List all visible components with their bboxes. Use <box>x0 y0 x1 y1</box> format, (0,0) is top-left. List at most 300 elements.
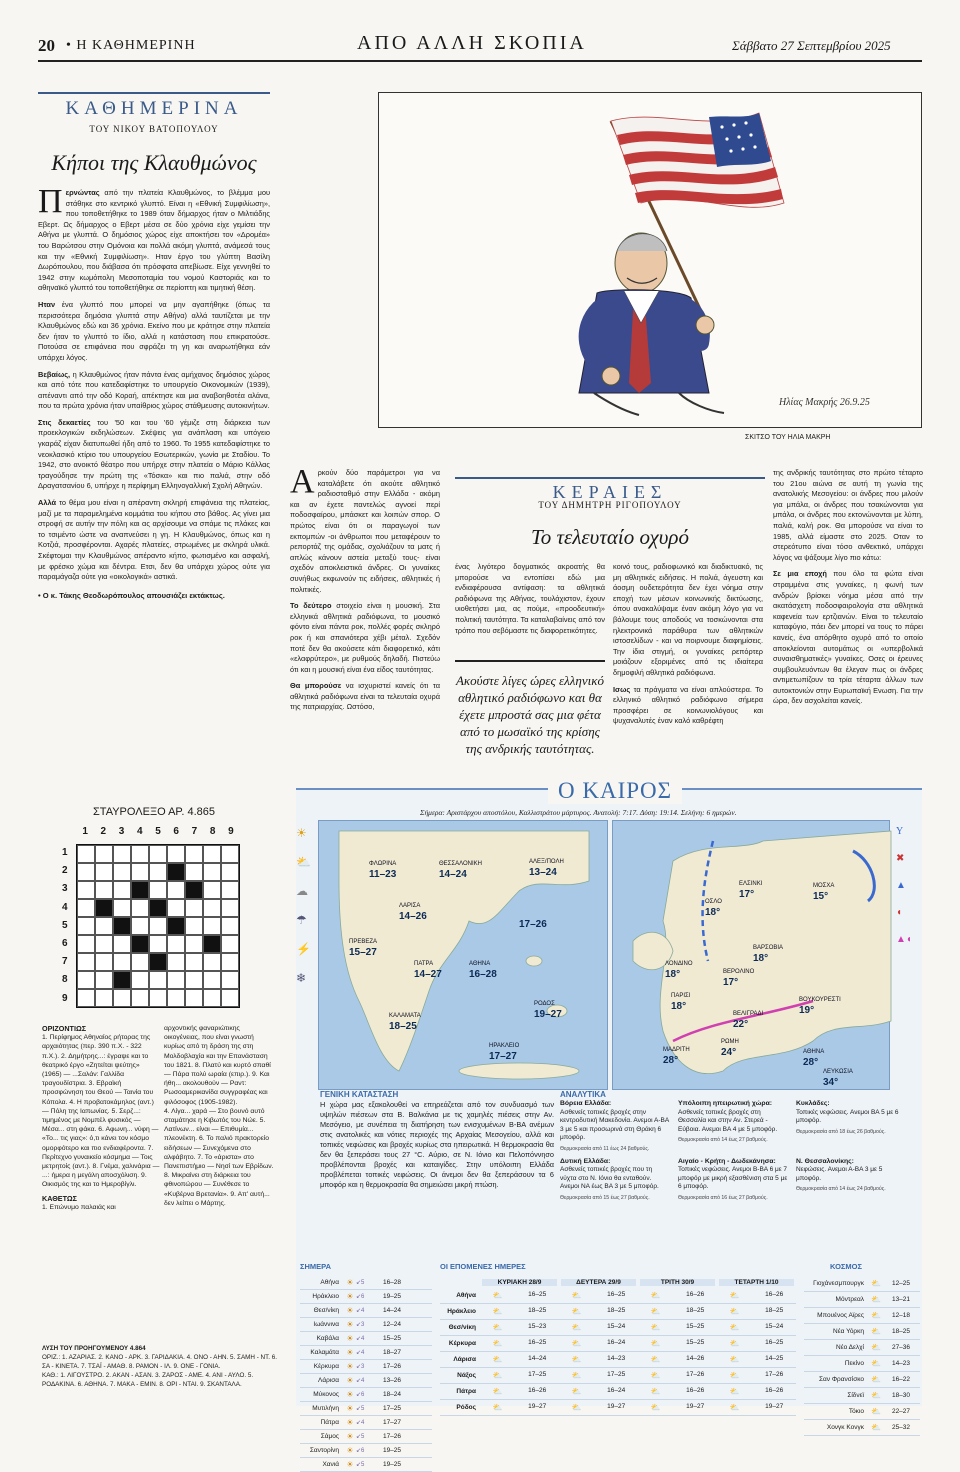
crossword-cell[interactable] <box>131 989 149 1007</box>
weather-title: Ο ΚΑΙΡΟΣ <box>548 778 682 804</box>
crossword-cell[interactable] <box>221 845 239 863</box>
crossword-cell[interactable] <box>149 917 167 935</box>
crossword-cell[interactable] <box>95 989 113 1007</box>
crossword-black-cell <box>185 881 203 899</box>
column-number: 1 <box>82 826 88 837</box>
today-row <box>300 1416 432 1430</box>
keraies-col-4 <box>773 468 923 713</box>
city-name: Νάξος <box>457 1372 476 1379</box>
world-row <box>804 1340 920 1356</box>
crossword-cell[interactable] <box>131 863 149 881</box>
map-city-name: ΑΛΕΞ/ΠΟΛΗ <box>529 859 564 865</box>
partly-cloudy-icon: ⛅ <box>492 1339 503 1348</box>
next-days-table <box>440 1276 796 1416</box>
crossword-grid[interactable] <box>76 844 240 1008</box>
crossword-black-cell <box>149 899 167 917</box>
day-forecast <box>638 1339 717 1348</box>
crossword-cell[interactable] <box>149 935 167 953</box>
sun-icon: ☀ <box>346 1446 354 1455</box>
day-forecast <box>480 1339 559 1348</box>
crossword-cell[interactable] <box>203 845 221 863</box>
keraies-col-2 <box>455 562 605 642</box>
rain-icon: ☂ <box>296 913 307 927</box>
crossword-cell[interactable] <box>185 863 203 881</box>
partly-cloudy-icon: ⛅ <box>571 1291 582 1300</box>
world-row <box>804 1388 920 1404</box>
detail-heading: ΑΝΑΛΥΤΙΚΑ <box>560 1090 606 1099</box>
crossword-cell[interactable] <box>221 863 239 881</box>
weather-legend-right <box>896 826 920 945</box>
sun-icon: ☀ <box>346 1418 354 1427</box>
partly-cloudy-icon: ⛅ <box>571 1307 582 1316</box>
general-heading: ΓΕΝΙΚΗ ΚΑΤΑΣΤΑΣΗ <box>320 1090 399 1099</box>
temp-range: 16–26 <box>686 1387 705 1394</box>
world-row <box>804 1276 920 1292</box>
partly-cloudy-icon: ⛅ <box>492 1387 503 1396</box>
wind-value: ↙5 <box>356 1406 365 1412</box>
day-header: ΔΕΥΤΕΡΑ 29/9 <box>561 1279 636 1286</box>
paragraph-text: το θέμα μου είναι η απέραντη σκληρή επιφάνεια της πλατείας, μαζί με τα παραμελημένα κομμάτια του κήπου στο βάθος. Ας γίνει μια στροφή σε αυτήν την πόλη και ας αρχίσουμε να σπάμε τις πλάκες και το τσιμέντο ώστε να αναπνεύσει η γη. Η Κλαυθμώνος, όπως και η Κοτζιά, προσφέρονται. Αχαρές πλατείες, στρωμένες με σκληρά υλικά. Σκέφτομαι την Κλαυθμώνος απέραντο κήπο, φωτισμένο και ασφαλή, με φρέσκο χώμα και δέντρα. Ετσι, δεν θα υπάρχει χώρος ούτε για παραμάγαζα ούτε για «οικολογικά» αστικά. <box>38 498 270 582</box>
dropcap: Π <box>38 183 63 220</box>
paragraph-text: ένας λιγότερο δογματικός ακροατής θα μπορούσε να εντοπίσει εδώ μια ενδιαφέρουσα αντίφαση: τα αθλητικά ραδιόφωνα της Αθήνας, τουλάχιστον, έχουν υιοθετήσει μια, ας πούμε, «προοδευτική» πολιτική ταυτότητα. Τα καταλαβαίνεις από τον τρόπο που σεβόμαστε τις διαφορετικότητες. <box>455 562 605 635</box>
crossword-cell[interactable] <box>167 953 185 971</box>
crossword-cell[interactable] <box>95 863 113 881</box>
column-kicker: ΚΑΘΗΜΕΡΙΝΑ <box>38 92 270 120</box>
wind-value: ↙4 <box>356 1350 365 1356</box>
temp-range: 15–23 <box>528 1323 547 1330</box>
column-number: 9 <box>228 826 234 837</box>
crossword-cell[interactable] <box>221 917 239 935</box>
forecast-row <box>440 1320 796 1336</box>
today-row <box>300 1290 432 1304</box>
region-text: Τοπικές νεφώσεις. Ανεμοι Β-ΒΑ 6 με 7 μποφόρ με μικρή εξασθένιση στα 5 με 6 μποφόρ. <box>678 1166 788 1191</box>
crossword-cell[interactable] <box>185 899 203 917</box>
temp-range: 19–27 <box>765 1403 784 1410</box>
map-city-temp: 18–25 <box>389 1021 417 1032</box>
temp-range: 17–26 <box>765 1371 784 1378</box>
wind-value: ↙6 <box>356 1294 365 1300</box>
partly-cloudy-icon: ⛅ <box>650 1371 661 1380</box>
city-name: Πάτρα <box>320 1419 339 1426</box>
crossword-cell[interactable] <box>77 845 95 863</box>
day-forecast <box>480 1371 559 1380</box>
temp-range: 15–25 <box>382 1335 402 1342</box>
temp-range: 19–27 <box>686 1403 705 1410</box>
day-forecast <box>559 1323 638 1332</box>
map-city-temp: 17–26 <box>519 919 547 930</box>
crossword-clues-right <box>164 1024 274 1208</box>
city-name: Σαντορίνη <box>309 1447 339 1454</box>
day-headers <box>440 1276 796 1288</box>
map-city-temp: 28° <box>803 1057 819 1068</box>
crossword-black-cell <box>167 917 185 935</box>
partly-cloudy-icon: ⛅ <box>871 1423 881 1432</box>
crossword-column-numbers <box>76 826 240 837</box>
cloud-icon: ☁ <box>296 884 308 898</box>
partly-cloudy-icon: ⛅ <box>871 1327 881 1336</box>
crossword-cell[interactable] <box>95 917 113 935</box>
region-temp-range: Θερμοκρασία από 14 έως 24 βαθμούς. <box>796 1186 886 1193</box>
low-pressure-icon: ✖ <box>896 853 905 864</box>
sun-icon: ☀ <box>346 1320 354 1329</box>
map-city-temp: 18° <box>665 969 681 980</box>
crossword-cell[interactable] <box>185 845 203 863</box>
paragraph <box>290 601 440 675</box>
map-city-name: ΛΟΝΔΙΝΟ <box>665 961 693 967</box>
crossword-black-cell <box>131 881 149 899</box>
crossword-cell[interactable] <box>113 989 131 1007</box>
day-forecast <box>559 1355 638 1364</box>
wind-value: ↙3 <box>356 1364 365 1370</box>
row-number: 7 <box>62 956 68 968</box>
day-forecast <box>717 1403 796 1412</box>
partly-cloudy-icon: ⛅ <box>871 1295 881 1304</box>
crossword-cell[interactable] <box>113 845 131 863</box>
temp-range: 17–27 <box>382 1419 402 1426</box>
column-number: 7 <box>191 826 198 837</box>
pull-quote: Ακούστε λίγες ώρες ελληνικό αθλητικό ραδιόφωνο και θα έχετε μπροστά σας μια φέτα από το μωσαϊκό της κρίσης της ανδρικής ταυτότητας. <box>455 660 605 757</box>
city-name: Σίδνεϊ <box>847 1392 864 1399</box>
partly-cloudy-icon: ⛅ <box>650 1323 661 1332</box>
lead-word: Σε μια εποχή <box>773 569 827 579</box>
map-city-name: ΦΛΩΡΙΝΑ <box>369 861 397 867</box>
temp-range: 19–25 <box>382 1461 402 1468</box>
occluded-front-icon: ▲◖ <box>896 934 912 945</box>
paragraph-text: ρκούν δύο παράμετροι για να καταλάβετε ότι ακούτε αθλητικό ραδιοσταθμό στην Ελλάδα - ακόμη και αν έχετε παντελώς αγνοεί περί ποδοσφαίρου, μπάσκετ και λοιπών σπορ. Ο πρώτος είναι ότι οι παραγωγοί των εκπομπών -οι άνθρωποι που μεταφέρουν το ρεπορτάζ της ομάδας, σχολιάζουν τα ματς ή απλώς κάνουν αστεία μεταξύ τους- είναι σχεδόν αποκλειστικά άνδρες. Οι γυναίκες συνήθως εκφωνούν τις ειδήσεις, αθλητικές ή πολιτικές. <box>290 468 440 594</box>
city-name: Χανιά <box>322 1461 339 1468</box>
city-name: Μυτιλήνη <box>312 1405 339 1412</box>
crossword-cell[interactable] <box>131 845 149 863</box>
temp-range: 12–18 <box>891 1312 911 1319</box>
crossword-cell[interactable] <box>221 935 239 953</box>
temp-range: 14–24 <box>528 1355 547 1362</box>
weather-legend-left <box>296 826 316 986</box>
region-name: Υπόλοιπη ηπειρωτική χώρα: <box>678 1100 773 1107</box>
map-city-name: ΗΡΑΚΛΕΙΟ <box>489 1043 520 1049</box>
crossword-cell[interactable] <box>113 899 131 917</box>
sun-icon: ☀ <box>346 1460 354 1469</box>
temp-range: 18–25 <box>765 1307 784 1314</box>
temp-range: 18–27 <box>382 1349 402 1356</box>
temp-range: 16–28 <box>382 1279 402 1286</box>
weather-subtitle: Σήμερα: Αριστάρχου αποστόλου, Καλλιστράτου μάρτυρος. Ανατολή: 7:17. Δύση: 19:14. Σελήνη: 6 ημερών. <box>420 808 737 817</box>
temp-range: 16–26 <box>765 1291 784 1298</box>
crossword-cell[interactable] <box>185 917 203 935</box>
map-city-temp: 16–28 <box>469 969 497 980</box>
day-header: ΤΕΤΑΡΤΗ 1/10 <box>719 1279 794 1286</box>
forecast-row <box>440 1288 796 1304</box>
general-forecast: Η χώρα μας εξακολουθεί να επηρεάζεται από τον συνδυασμό των υψηλών πιέσεων στα Β. Βαλκάνια με τις χαμηλές πιέσεις στην Αν. Μεσόγειο, με συνέπεια τη διατήρηση των ενισχυμένων Β-ΒΑ ανέμων στις ανατολικές και νότιες περιοχές της Αρχαίας Μεσογείου, αλλά και τοπικές νεφώσεις και βροχές κυρίως στα ηπειρωτικά. Η θερμοκρασία θα δεν θα ξεπεράσει τους 27 °C. Αύριο, σε Ν. Ιόνιο και Πελοπόννησο προβλέπονται βροχές και καταιγίδες. Στην υπόλοιπη Ελλάδα προβλέπεται τοπικές νεφώσεις. Οι άνεμοι δεν θα ξεπεράσουν τα 6 μποφόρ και η θερμοκρασία θα σημειώσει μικρή πτώση. <box>320 1100 554 1189</box>
column-author: ΤΟΥ ΔΗΜΗΤΡΗ ΡΙΓΟΠΟΥΛΟΥ <box>538 500 682 510</box>
forecast-row <box>440 1400 796 1416</box>
solution-heading: ΛΥΣΗ ΤΟΥ ΠΡΟΗΓΟΥΜΕΝΟΥ 4.864 <box>42 1345 146 1352</box>
sun-icon: ☀ <box>346 1348 354 1357</box>
partly-cloudy-icon: ⛅ <box>729 1339 740 1348</box>
temp-range: 19–27 <box>607 1403 626 1410</box>
paragraph-text: της ανδρικής ταυτότητας στο πρώτο τέταρτο του 21ου αιώνα σε αυτή τη γωνία της ανατολικής Μεσογείου: οι άνδρες που μιλούν για μπάλα, οι άνδρες που τσακώνονται για μπάλα, οι άνδρες που εκτονώνονται με λύπη, παλιά, καλή ροκ. Θα μπορούσε να είναι το 1985, αλλά είμαστε στο 2025. Οταν το στερεότυπο είναι τόσο ανθεκτικό, υπάρχει λόγος να ψάξουμε λίγο πιο κάτω: <box>773 468 923 562</box>
map-city-temp: 19° <box>799 1005 815 1016</box>
crossword-cell[interactable] <box>77 917 95 935</box>
crossword-cell[interactable] <box>77 863 95 881</box>
partly-cloudy-icon: ⛅ <box>296 855 311 869</box>
crossword-cell[interactable] <box>203 917 221 935</box>
crossword-cell[interactable] <box>95 845 113 863</box>
crossword-cell[interactable] <box>113 953 131 971</box>
temp-range: 14–23 <box>607 1355 626 1362</box>
crossword-cell[interactable] <box>149 881 167 899</box>
wind-value: ↙6 <box>356 1392 365 1398</box>
city-name: Χονγκ Κονγκ <box>826 1424 864 1431</box>
today-row <box>300 1458 432 1472</box>
crossword-solution <box>42 1344 278 1389</box>
world-row <box>804 1372 920 1388</box>
article-headline: Κήποι της Κλαυθμώνος <box>51 150 257 175</box>
solution-down: ΚΑΘ.: 1. ΛΙΓΟΥΣΤΡΟ. 2. ΑΚΑΝ - ΑΣΑΝ. 3. ΖΑΡΟΣ - ΑΜΕ. 4. ΑΝΙ - ΑΥΛΟ. 5. ΡΟΔΑΚΙΝΑ. 6. ΑΘΗΝΑ. 7. ΜΑΚΑ - ΕΜΙΝ. 8. ΟΡΙ - ΝΤΑΙ. 9. ΣΚΑΝΤΑΛΑ. <box>42 1372 254 1388</box>
map-city-name: ΚΑΛΑΜΑΤΑ <box>389 1013 421 1019</box>
across-heading: ΟΡΙΖΟΝΤΙΩΣ <box>42 1024 87 1033</box>
crossword-cell[interactable] <box>203 971 221 989</box>
wind-value: ↙5 <box>356 1434 365 1440</box>
map-city-temp: 17° <box>739 889 755 900</box>
cartoon-drawing <box>379 93 923 429</box>
region-name: Δυτική Ελλάδα: <box>560 1157 611 1165</box>
column-number: 2 <box>100 826 107 837</box>
crossword-black-cell <box>113 971 131 989</box>
partly-cloudy-icon: ⛅ <box>492 1371 503 1380</box>
crossword-cell[interactable] <box>149 845 167 863</box>
partly-cloudy-icon: ⛅ <box>650 1307 661 1316</box>
crossword-cell[interactable] <box>203 899 221 917</box>
crossword-cell[interactable] <box>149 863 167 881</box>
temp-range: 14–25 <box>765 1355 784 1362</box>
europe-weather-map <box>612 820 890 1090</box>
crossword-cell[interactable] <box>131 953 149 971</box>
temp-range: 17–26 <box>686 1371 705 1378</box>
wind-value: ↙4 <box>356 1420 365 1426</box>
crossword-cell[interactable] <box>221 989 239 1007</box>
day-forecast <box>559 1307 638 1316</box>
temp-range: 18–25 <box>891 1328 911 1335</box>
paragraph-text: του '50 και του '60 γέμιζε στη διάρκεια των προεκλογικών εκδηλώσεων. Σκέψεις για ανάπλαση και υπόγειο γκαράζ είχαν διατυπωθεί ήδη από το 1960. Το 1955 κατεδαφίστηκε το νεοκλασικό κτίριο του υπουργείου Εσωτερικών, γωνία με Σταδίου. Το 1942, στο ανοικτό θέατρο που υπήρχε στην πλατεία ο Μάριο Κάλλας τραγούδησε την πρώτη της «Τόσκα» και πιο παλιά, στην οδό Δραγατσανίου 6, υπήρχε η περίφημη Ελληνογαλλική Σχολή Αθηνών. <box>38 417 270 491</box>
temp-range: 19–25 <box>382 1293 402 1300</box>
region-text: Τοπικές νεφώσεις. Ανεμοι ΒΑ 5 με 6 μποφόρ. <box>796 1108 899 1125</box>
day-forecast <box>638 1355 717 1364</box>
temp-range: 16–24 <box>607 1387 626 1394</box>
city-name: Γιοχάνεσμπουργκ <box>813 1280 864 1287</box>
map-city-name: ΠΑΤΡΑ <box>414 961 434 967</box>
world-row <box>804 1324 920 1340</box>
row-number: 9 <box>62 992 68 1004</box>
day-forecast <box>717 1307 796 1316</box>
partly-cloudy-icon: ⛅ <box>571 1403 582 1412</box>
day-forecast <box>717 1323 796 1332</box>
crossword-cell[interactable] <box>167 845 185 863</box>
temp-range: 25–32 <box>891 1424 911 1431</box>
city-name: Λάρισα <box>453 1356 476 1363</box>
map-city-temp: 22° <box>733 1019 749 1030</box>
today-row <box>300 1318 432 1332</box>
lead-word: Ισως <box>613 684 631 694</box>
crossword-cell[interactable] <box>113 881 131 899</box>
city-name: Καβάλα <box>316 1335 339 1342</box>
region-text: Ασθενείς τοπικές βροχές που τη νύχτα στο Ν. Ιόνιο θα ενταθούν. Ανεμοι ΝΑ έως ΒΑ 3 με 5 μποφόρ. <box>560 1166 659 1191</box>
crossword-cell[interactable] <box>167 899 185 917</box>
down-heading: ΚΑΘΕΤΩΣ <box>42 1193 77 1203</box>
crossword-cell[interactable] <box>131 899 149 917</box>
forecast-row <box>440 1384 796 1400</box>
temp-range: 15–25 <box>686 1323 705 1330</box>
temp-range: 13–21 <box>891 1296 911 1303</box>
temp-range: 16–26 <box>528 1387 547 1394</box>
forecast-row <box>440 1304 796 1320</box>
partly-cloudy-icon: ⛅ <box>729 1403 740 1412</box>
crossword-cell[interactable] <box>221 881 239 899</box>
city-name: Μπουένος Αϊρες <box>817 1312 864 1319</box>
crossword-cell[interactable] <box>185 953 203 971</box>
crossword-cell[interactable] <box>185 971 203 989</box>
map-city-temp: 18° <box>671 1001 687 1012</box>
partly-cloudy-icon: ⛅ <box>650 1355 661 1364</box>
crossword-cell[interactable] <box>167 935 185 953</box>
crossword-cell[interactable] <box>77 899 95 917</box>
crossword-cell[interactable] <box>203 863 221 881</box>
crossword-cell[interactable] <box>167 881 185 899</box>
city-name: Καλαμάτα <box>310 1349 339 1356</box>
crossword-title: ΣΤΑΥΡΟΛΕΞΟ ΑΡ. 4.865 <box>93 806 215 818</box>
city-name: Κέρκυρα <box>313 1363 339 1370</box>
lead-word: Το δεύτερο <box>290 601 332 611</box>
row-number: 3 <box>62 883 68 895</box>
temp-range: 17–26 <box>382 1433 402 1440</box>
today-table <box>300 1276 432 1472</box>
partly-cloudy-icon: ⛅ <box>492 1323 503 1332</box>
temp-range: 15–25 <box>686 1339 705 1346</box>
greece-weather-map <box>318 820 608 1090</box>
map-city-name: ΛΑΡΙΣΑ <box>399 903 421 909</box>
warm-front-icon: ◖ <box>896 907 903 918</box>
temp-range: 17–25 <box>528 1371 547 1378</box>
today-row <box>300 1276 432 1290</box>
region-temp-range: Θερμοκρασία από 14 έως 27 βαθμούς. <box>678 1137 768 1144</box>
paragraph <box>290 463 440 595</box>
crossword-cell[interactable] <box>221 953 239 971</box>
city-name: Ρόδος <box>456 1404 476 1411</box>
day-forecast <box>480 1323 559 1332</box>
partly-cloudy-icon: ⛅ <box>729 1323 740 1332</box>
crossword-cell[interactable] <box>203 953 221 971</box>
day-forecast <box>559 1291 638 1300</box>
crossword-cell[interactable] <box>95 935 113 953</box>
temp-range: 16–25 <box>528 1291 547 1298</box>
crossword-cell[interactable] <box>77 881 95 899</box>
map-city-name: ΜΟΣΧΑ <box>813 883 835 889</box>
crossword-cell[interactable] <box>113 863 131 881</box>
crossword-cell[interactable] <box>77 953 95 971</box>
partly-cloudy-icon: ⛅ <box>571 1339 582 1348</box>
crossword-cell[interactable] <box>131 917 149 935</box>
front-icon: Y <box>896 826 904 837</box>
partly-cloudy-icon: ⛅ <box>871 1359 881 1368</box>
crossword-cell[interactable] <box>77 935 95 953</box>
paragraph <box>290 681 440 713</box>
crossword-cell[interactable] <box>203 881 221 899</box>
city-name: Θεσ/νίκη <box>448 1324 476 1331</box>
crossword-cell[interactable] <box>185 989 203 1007</box>
city-name: Μόντρεαλ <box>835 1296 864 1303</box>
temp-range: 15–24 <box>607 1323 626 1330</box>
partly-cloudy-icon: ⛅ <box>571 1387 582 1396</box>
column-author: ΤΟΥ ΝΙΚΟΥ ΒΑΤΟΠΟΥΛΟΥ <box>89 124 219 134</box>
crossword-cell[interactable] <box>149 971 167 989</box>
city-name: Σάμος <box>320 1433 339 1440</box>
city-name: Θεσ/νίκη <box>313 1307 339 1314</box>
map-city-name: ΑΘΗΝΑ <box>803 1049 825 1055</box>
crossword-cell[interactable] <box>167 971 185 989</box>
day-forecast <box>638 1291 717 1300</box>
map-city-name: ΠΡΕΒΕΖΑ <box>349 939 378 945</box>
crossword-cell[interactable] <box>149 989 167 1007</box>
crossword-cell[interactable] <box>95 953 113 971</box>
temp-range: 16–22 <box>891 1376 911 1383</box>
cartoon-illustration <box>378 92 922 428</box>
crossword-cell[interactable] <box>113 935 131 953</box>
region-temp-range: Θερμοκρασία από 18 έως 26 βαθμούς. <box>796 1128 886 1135</box>
column-number: 8 <box>209 826 216 837</box>
partly-cloudy-icon: ⛅ <box>729 1387 740 1396</box>
crossword-cell[interactable] <box>167 989 185 1007</box>
today-row <box>300 1444 432 1458</box>
temp-range: 17–25 <box>382 1405 402 1412</box>
crossword-cell[interactable] <box>77 989 95 1007</box>
crossword-cell[interactable] <box>221 971 239 989</box>
city-name: Ιωάννινα <box>313 1321 339 1328</box>
issue-date: Σάββατο 27 Σεπτεμβρίου 2025 <box>732 38 891 53</box>
partly-cloudy-icon: ⛅ <box>571 1323 582 1332</box>
paragraph <box>38 418 270 492</box>
paragraph <box>38 498 270 583</box>
region-name: Ν. Θεσσαλονίκης: <box>796 1157 854 1165</box>
world-heading: ΚΟΣΜΟΣ <box>830 1262 862 1271</box>
map-city-temp: 24° <box>721 1047 737 1058</box>
today-row <box>300 1304 432 1318</box>
map-city-temp: 34° <box>823 1077 839 1088</box>
wind-value: ↙4 <box>356 1336 365 1342</box>
partly-cloudy-icon: ⛅ <box>650 1387 661 1396</box>
map-city-temp: 17° <box>723 977 739 988</box>
map-city-temp: 14–26 <box>399 911 427 922</box>
day-forecast <box>559 1339 638 1348</box>
temp-range: 15–24 <box>765 1323 784 1330</box>
partly-cloudy-icon: ⛅ <box>650 1339 661 1348</box>
crossword-cell[interactable] <box>95 881 113 899</box>
crossword-cell[interactable] <box>95 971 113 989</box>
partly-cloudy-icon: ⛅ <box>729 1355 740 1364</box>
sun-icon: ☀ <box>346 1432 354 1441</box>
day-forecast <box>559 1403 638 1412</box>
day-forecast <box>480 1291 559 1300</box>
crossword-cell[interactable] <box>77 971 95 989</box>
temp-range: 19–25 <box>382 1447 402 1454</box>
crossword-cell[interactable] <box>221 899 239 917</box>
crossword-cell[interactable] <box>131 971 149 989</box>
temp-range: 18–25 <box>607 1307 626 1314</box>
partly-cloudy-icon: ⛅ <box>650 1291 661 1300</box>
crossword-cell[interactable] <box>203 989 221 1007</box>
regional-forecast <box>796 1100 906 1154</box>
temp-range: 16–25 <box>765 1339 784 1346</box>
temp-range: 16–24 <box>607 1339 626 1346</box>
crossword-cell[interactable] <box>185 935 203 953</box>
